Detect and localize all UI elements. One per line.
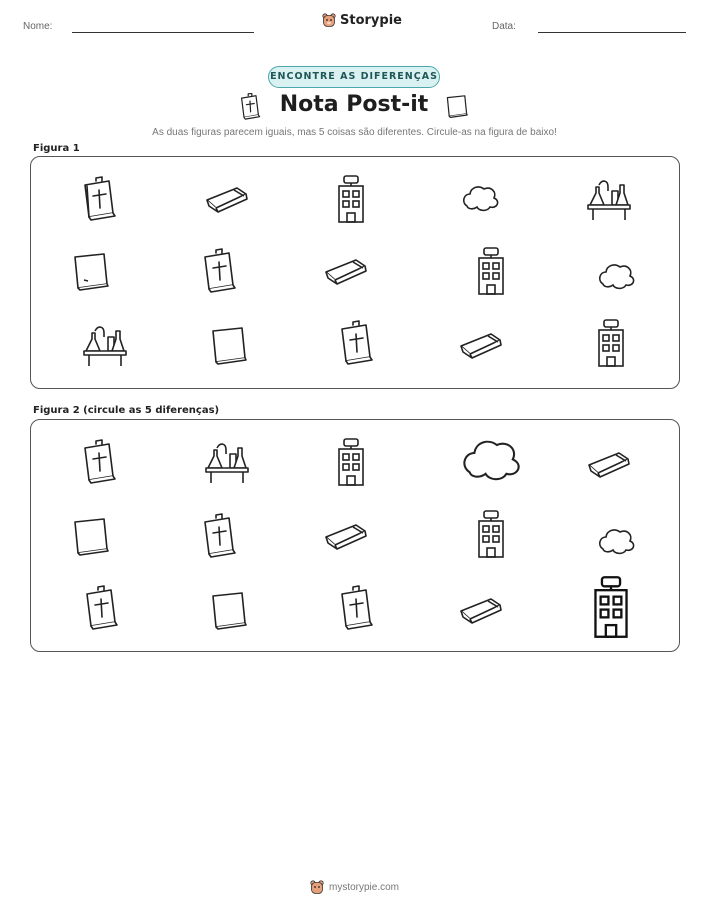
bear-mascot-icon — [322, 13, 336, 28]
footer — [0, 880, 709, 895]
figure2-panel — [30, 419, 680, 652]
eraser-icon — [197, 171, 257, 227]
lab-table-icon — [75, 317, 135, 373]
building-icon[interactable] — [461, 506, 521, 562]
name-label: Nome: — [23, 21, 53, 32]
eraser-icon — [316, 243, 376, 299]
eraser-icon[interactable] — [579, 436, 639, 492]
postit-icon — [199, 317, 259, 373]
bible-icon — [326, 315, 386, 371]
bible-icon[interactable] — [69, 434, 129, 490]
eraser-icon[interactable] — [451, 582, 511, 638]
postit-icon[interactable] — [199, 582, 259, 638]
postit-icon — [61, 243, 121, 299]
instructions: As duas figuras parecem iguais, mas 5 coisas são diferentes. Circule-as na figura de baixo! — [152, 127, 557, 138]
figure2-label: Figura 2 (circule as 5 diferenças) — [33, 405, 220, 416]
blob-icon[interactable] — [587, 514, 647, 570]
footer-url[interactable]: mystorypie.com — [328, 882, 399, 893]
figure1-panel — [30, 156, 680, 389]
postit-icon — [445, 94, 469, 118]
name-line[interactable] — [72, 32, 254, 33]
building-icon[interactable] — [321, 434, 381, 490]
eraser-icon[interactable] — [316, 508, 376, 564]
blob-icon — [451, 171, 511, 227]
bible-icon — [238, 93, 262, 120]
bible-icon — [69, 171, 129, 227]
building-icon — [461, 243, 521, 299]
bible-icon — [189, 243, 249, 299]
building-icon[interactable] — [576, 572, 646, 642]
bible-icon[interactable] — [189, 508, 249, 564]
page-title: Nota Post-it — [279, 92, 429, 117]
lab-table-icon[interactable] — [197, 434, 257, 490]
date-label: Data: — [492, 21, 516, 32]
building-icon — [321, 171, 381, 227]
brand-name: Storypie — [340, 13, 402, 28]
blob-icon — [587, 249, 647, 305]
building-icon — [581, 315, 641, 371]
bible-icon[interactable] — [71, 580, 131, 636]
figure1-label: Figura 1 — [33, 143, 80, 154]
date-line[interactable] — [538, 32, 686, 33]
bear-mascot-icon — [310, 880, 324, 895]
blob-icon[interactable] — [457, 428, 527, 494]
bible-icon[interactable] — [326, 580, 386, 636]
postit-icon[interactable] — [61, 508, 121, 564]
lab-table-icon — [579, 171, 639, 227]
activity-tag: ENCONTRE AS DIFERENÇAS — [268, 66, 440, 88]
brand-logo — [322, 13, 402, 28]
eraser-icon — [451, 317, 511, 373]
